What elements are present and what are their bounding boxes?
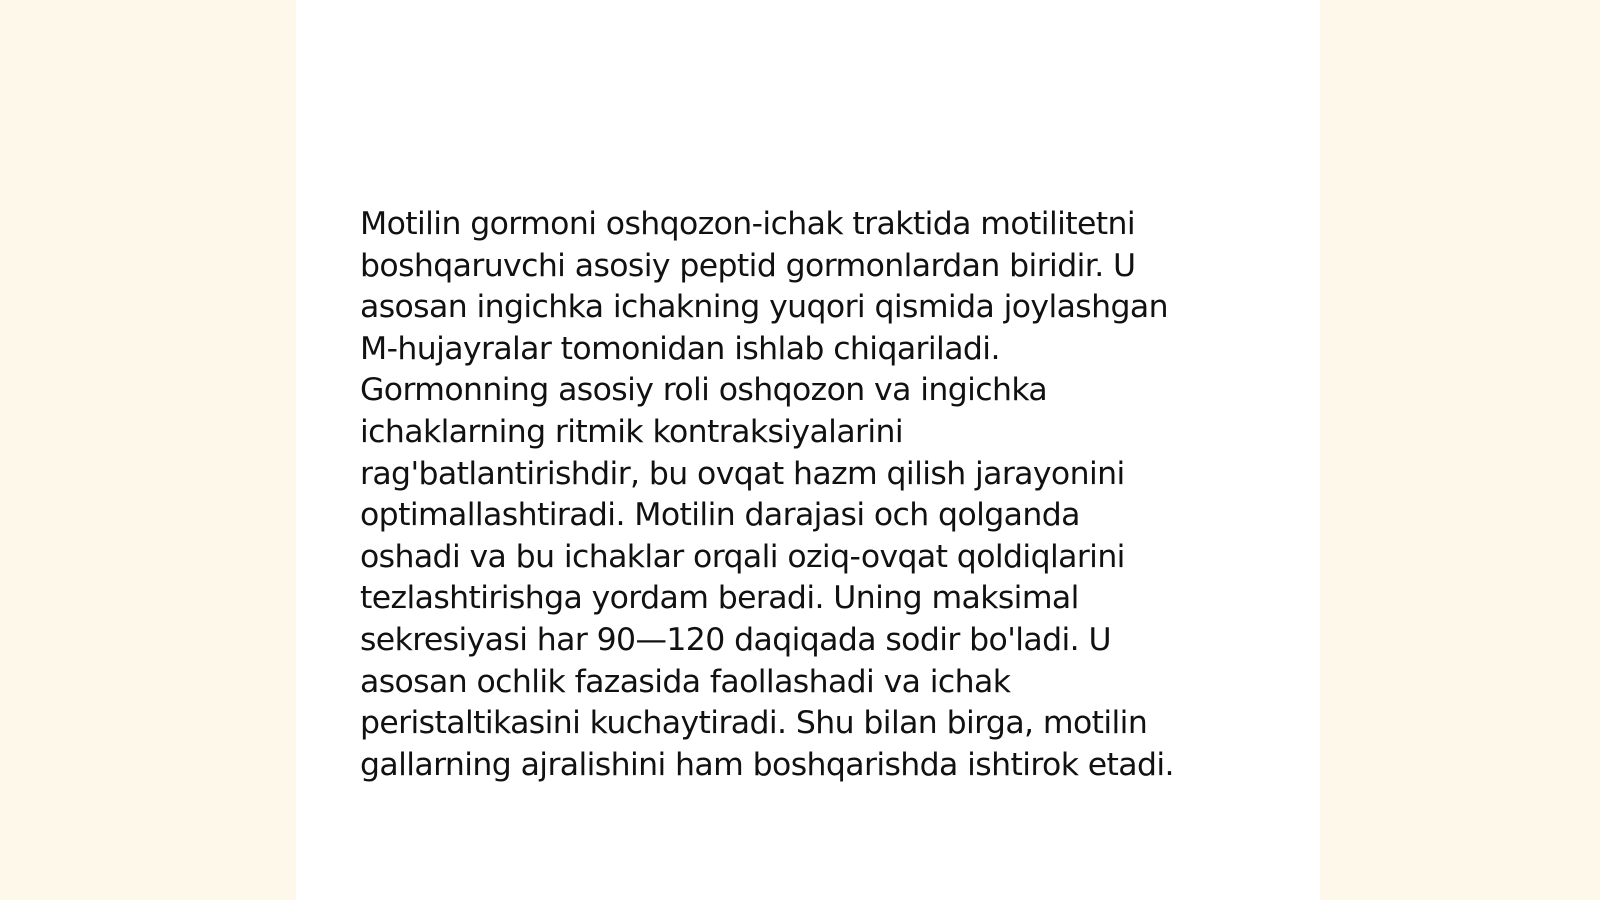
paragraph-line-11: sekresiyasi har 90—120 daqiqada sodir bo'ladi. U: [360, 621, 1111, 658]
paragraph-line-14: gallarning ajralishini ham boshqarishda ishtirok etadi.: [360, 746, 1174, 783]
paragraph-line-3: asosan ingichka ichakning yuqori qismida joylashgan: [360, 289, 1168, 326]
paragraph-line-7: rag'batlantirishdir, bu ovqat hazm qilish jarayonini: [360, 455, 1125, 492]
paragraph-line-4: M-hujayralar tomonidan ishlab chiqariladi.: [360, 330, 1000, 367]
paragraph-line-13: peristaltikasini kuchaytiradi. Shu bilan birga, motilin: [360, 705, 1148, 742]
paragraph-line-1: Motilin gormoni oshqozon-ichak traktida motilitetni: [360, 206, 1136, 242]
paragraph-line-9: oshadi va bu ichaklar orqali oziq-ovqat qoldiqlarini: [360, 538, 1125, 575]
paragraph-line-12: asosan ochlik fazasida faollashadi va ichak: [360, 663, 1011, 700]
paragraph-line-10: tezlashtirishga yordam beradi. Uning maksimal: [360, 580, 1079, 617]
paragraph-line-8: optimallashtiradi. Motilin darajasi och qolganda: [360, 497, 1080, 534]
paragraph-line-2: boshqaruvchi asosiy peptid gormonlardan biridir. U: [360, 247, 1136, 284]
document-page: [296, 0, 1320, 900]
body-paragraph: [360, 204, 1260, 786]
paragraph-line-5: Gormonning asosiy roli oshqozon va ingichka: [360, 372, 1048, 409]
paragraph-line-6: ichaklarning ritmik kontraksiyalarini: [360, 413, 904, 450]
